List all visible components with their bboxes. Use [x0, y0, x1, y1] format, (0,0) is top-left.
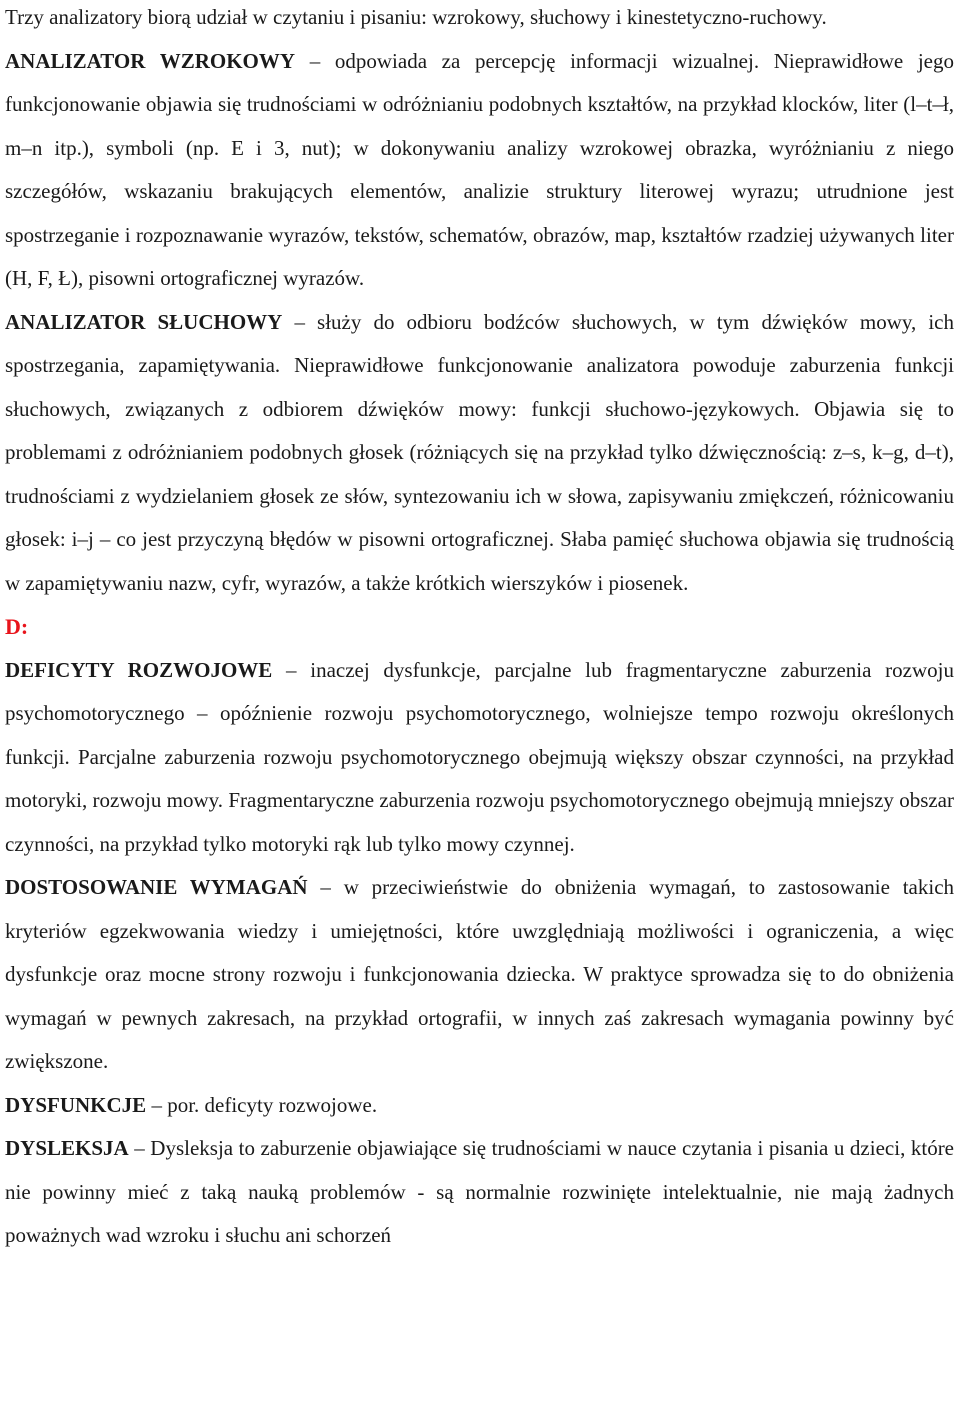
analizator-sluchowy-term: ANALIZATOR SŁUCHOWY [5, 309, 283, 334]
dostosowanie-wymagan-term: DOSTOSOWANIE WYMAGAŃ [5, 875, 308, 899]
section-letter-heading: D: [5, 614, 29, 639]
dash-separator: – [272, 657, 311, 682]
dysleksja-entry [0, 1127, 960, 1258]
analizator-wzrokowy-paragraph [0, 40, 960, 301]
dysleksja-text: Dysleksja to zaburzenie objawiające się trudnościami w nauce czytania i pisania u dzieci, które nie powinny mieć z taką nauką problemów - są normalnie rozwinięte intelektualnie, nie mają żadnych poważnych wad wzroku i słuchu ani schorzeń [5, 1136, 955, 1247]
analizator-wzrokowy-term: ANALIZATOR WZROKOWY [5, 48, 296, 73]
dash-separator: – [307, 875, 344, 899]
analizator-wzrokowy-text: odpowiada za percepcję informacji wizualnej. Nieprawidłowe jego funkcjonowanie objawia się trudnościami w odróżnianiu podobnych kształtów, na przykład klocków, liter (l–t–ł, m–n itp.), symboli (np. E i 3, nut); w dokonywaniu analizy wzrokowej obrazka, wyróżnianiu z niego szczegółów, wskazaniu brakujących elementów, analizie struktury literowej wyrazu; utrudnione jest spostrzeganie i rozpoznawanie wyrazów, tekstów, schematów, obrazów, map, kształtów rzadziej używanych liter (H, F, Ł), pisowni ortograficznej wyrazów. [5, 48, 954, 290]
intro-paragraph [0, 0, 960, 40]
dash-separator: – [146, 1092, 168, 1117]
dysfunkcje-term: DYSFUNKCJE [5, 1092, 147, 1117]
dash-separator: – [282, 309, 318, 334]
dysfunkcje-entry [0, 1084, 960, 1128]
intro-text: Trzy analizatory biorą udział w czytaniu i pisaniu: wzrokowy, słuchowy i kinestetyczno-ruchowy. [5, 5, 827, 29]
deficyty-rozwojowe-text: inaczej dysfunkcje, parcjalne lub fragmentaryczne zaburzenia rozwoju psychomotorycznego – opóźnienie rozwoju psychomotorycznego, wolniejsze tempo rozwoju określonych funkcji. Parcjalne zaburzenia rozwoju psychomotorycznego obejmują większy obszar czynności, na przykład motoryki, rozwoju mowy. Fragmentaryczne zaburzenia rozwoju psychomotorycznego obejmują mniejszy obszar czynności, na przykład tylko motoryki rąk lub tylko mowy czynnej. [5, 657, 954, 856]
dash-separator: – [295, 48, 335, 73]
dash-separator: – [128, 1136, 151, 1160]
deficyty-rozwojowe-entry [0, 649, 960, 867]
dostosowanie-wymagan-entry [0, 866, 960, 1084]
dostosowanie-wymagan-text: w przeciwieństwie do obniżenia wymagań, to zastosowanie takich kryteriów egzekwowania wiedzy i umiejętności, które uwzględniają możliwości i ograniczenia, a więc dysfunkcje oraz mocne strony rozwoju i funkcjonowania dziecka. W praktyce sprowadza się to do obniżenia wymagań w pewnych zakresach, na przykład ortografii, w innych zaś zakresach wymagania powinny być zwiększone. [5, 875, 955, 1073]
deficyty-rozwojowe-term: DEFICYTY ROZWOJOWE [5, 657, 273, 682]
dysfunkcje-text: por. deficyty rozwojowe. [167, 1092, 378, 1117]
analizator-sluchowy-text: służy do odbioru bodźców słuchowych, w tym dźwięków mowy, ich spostrzegania, zapamiętywania. Nieprawidłowe funkcjonowanie analizatora powoduje zaburzenia funkcji słuchowych, związanych z odbiorem dźwięków mowy: funkcji słuchowo-językowych. Objawia się to problemami z odróżnianiem podobnych głosek (różniących się na przykład tylko dźwięcznością: z–s, k–g, d–t), trudnościami z wydzielaniem głosek ze słów, syntezowaniu ich w słowa, zapisywaniu zmiękczeń, różnicowaniu głosek: i–j – co jest przyczyną błędów w pisowni ortograficznej. Słaba pamięć słuchowa objawia się trudnością w zapamiętywaniu nazw, cyfr, wyrazów, a także krótkich wierszyków i piosenek. [5, 309, 954, 595]
analizator-sluchowy-paragraph [0, 301, 960, 606]
dysleksja-term: DYSLEKSJA [5, 1136, 129, 1160]
